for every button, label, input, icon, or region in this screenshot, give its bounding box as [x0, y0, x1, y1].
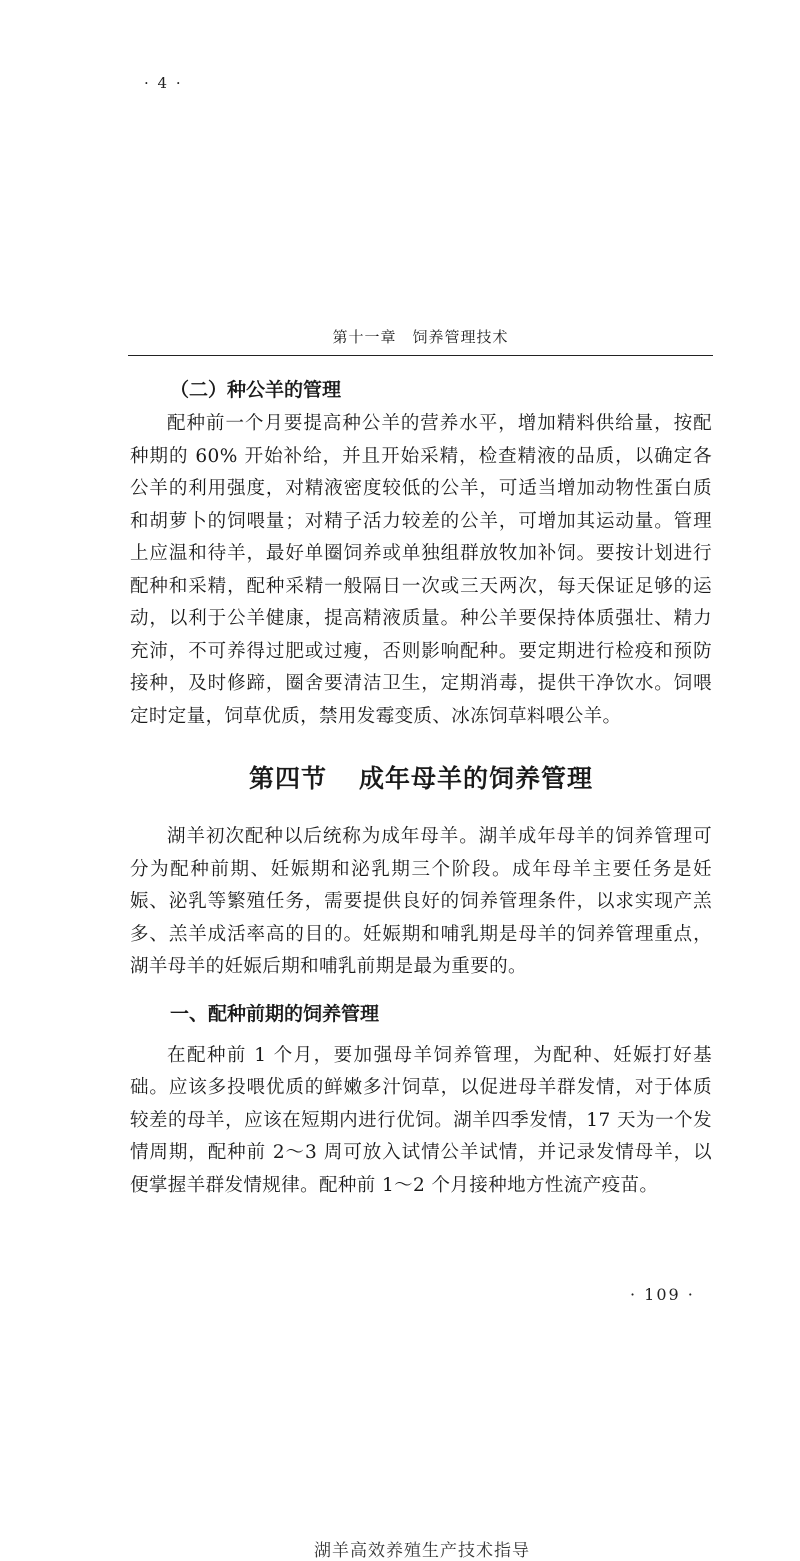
page-body [130, 372, 712, 1202]
footer-book-title: 湖羊高效养殖生产技术指导 [314, 1541, 530, 1561]
ram-management-paragraph: 配种前一个月要提高种公羊的营养水平，增加精料供给量，按配种期的 60% 开始补给，并且开始采精，检查精液的品质，以确定各公羊的利用强度，对精液密度较低的公羊，可适当增加动物性蛋白质和胡萝卜的饲喂量；对精子活力较差的公羊，可增加其运动量。管理上应温和待羊，最好单圈饲养或单独组群放牧加补饲。要按计划进行配种和采精，配种采精一般隔日一次或三天两次，每天保证足够的运动，以利于公羊健康，提高精液质量。种公羊要保持体质强壮、精力充沛，不可养得过肥或过瘦，否则影响配种。要定期进行检疫和预防接种，及时修蹄，圈舍要清洁卫生，定期消毒，提供干净饮水。饲喂定时定量，饲草优质，禁用发霉变质、冰冻饲草料喂公羊。 [130, 413, 712, 727]
section-title-text: 成年母羊的饲养管理 [359, 764, 594, 793]
running-head: 第十一章 饲养管理技术 [332, 328, 509, 346]
ram-management-heading: （二）种公羊的管理 [170, 379, 342, 401]
prebreeding-heading: 一、配种前期的饲养管理 [170, 1002, 380, 1025]
page-number: · 109 · [630, 1285, 695, 1304]
header-rule [128, 355, 713, 356]
section-title [130, 759, 712, 799]
top-page-marker: · 4 · [144, 74, 183, 92]
prebreeding-paragraph: 在配种前 1 个月，要加强母羊饲养管理，为配种、妊娠打好基础。应该多投喂优质的鲜嫩多汁饲草，以促进母羊群发情，对于体质较差的母羊，应该在短期内进行优饲。湖羊四季发情，17 天为一个发情周期，配种前 2～3 周可放入试情公羊试情，并记录发情母羊，以便掌握羊群发情规律。配种前 1～2 个月接种地方性流产疫苗。 [130, 1044, 712, 1196]
section-number: 第四节 [248, 764, 327, 793]
adult-ewe-paragraph: 湖羊初次配种以后统称为成年母羊。湖羊成年母羊的饲养管理可分为配种前期、妊娠期和泌乳期三个阶段。成年母羊主要任务是妊娠、泌乳等繁殖任务，需要提供良好的饲养管理条件，以求实现产羔多、羔羊成活率高的目的。妊娠期和哺乳期是母羊的饲养管理重点，湖羊母羊的妊娠后期和哺乳前期是最为重要的。 [130, 826, 712, 977]
